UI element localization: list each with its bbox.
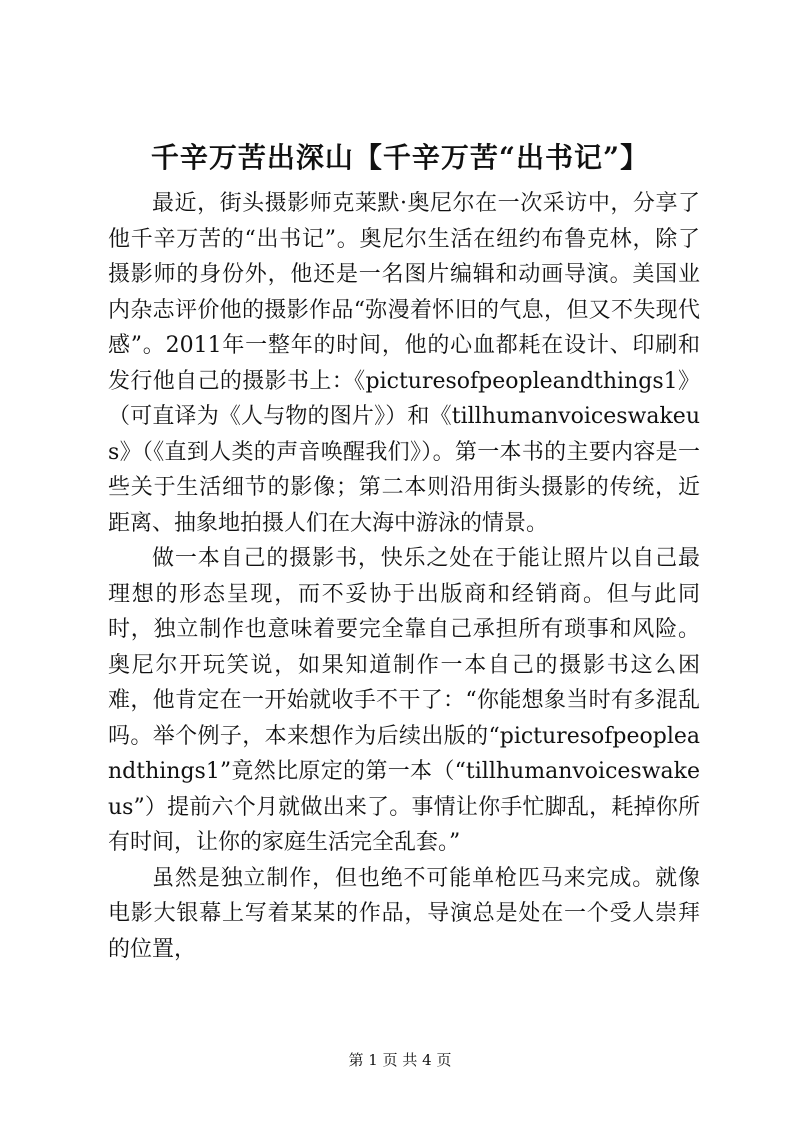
document-body	[108, 186, 700, 967]
page-footer: 第 1 页 共 4 页	[348, 1051, 452, 1069]
paragraph-3: 虽然是独立制作，但也绝不可能单枪匹马来完成。就像电影大银幕上写着某某的作品，导演总是处在一个受人崇拜的位置，	[108, 865, 700, 962]
paragraph-1: 最近，街头摄影师克莱默·奥尼尔在一次采访中，分享了他千辛万苦的“出书记”。奥尼尔生活在纽约布鲁克林，除了摄影师的身份外，他还是一名图片编辑和动画导演。美国业内杂志评价他的摄影作品“弥漫着怀旧的气息，但又不失现代感”。2011年一整年的时间，他的心血都耗在设计、印刷和发行他自己的摄影书上：《picturesofpeopleandthings1》（可直译为《人与物的图片》）和《tillhumanvoiceswakeus》（《直到人类的声音唤醒我们》）。第一本书的主要内容是一些关于生活细节的影像；第二本则沿用街头摄影的传统，近距离、抽象地拍摄人们在大海中游泳的情景。	[108, 191, 700, 536]
paragraph-2: 做一本自己的摄影书，快乐之处在于能让照片以自己最理想的形态呈现，而不妥协于出版商和经销商。但与此同时，独立制作也意味着要完全靠自己承担所有琐事和风险。奥尼尔开玩笑说，如果知道制作一本自己的摄影书这么困难，他肯定在一开始就收手不干了：“你能想象当时有多混乱吗。举个例子，本来想作为后续出版的“picturesofpeopleandthings1”竟然比原定的第一本（“tillhumanvoiceswakeus”）提前六个月就做出来了。事情让你手忙脚乱，耗掉你所有时间，让你的家庭生活完全乱套。”	[108, 546, 700, 855]
document-title: 千辛万苦出深山【千辛万苦“出书记”】	[150, 141, 650, 174]
